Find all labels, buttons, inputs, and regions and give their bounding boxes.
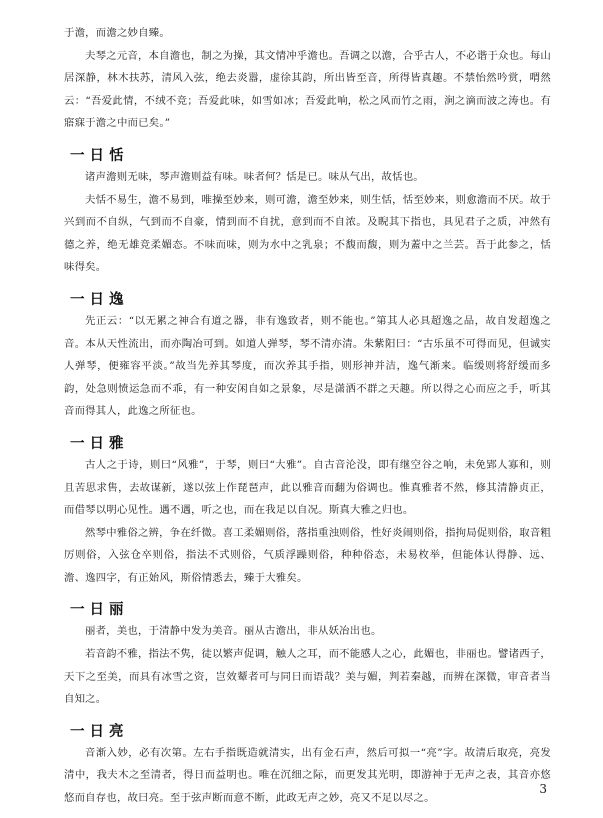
section-heading: 一日逸 [70, 291, 129, 308]
page-body [64, 22, 551, 810]
paragraph: 夫琴之元音，本自澹也，制之为操，其文情冲乎澹也。吾调之以澹，合乎古人，不必谐于众也。每山居深静，林木扶苏，清风入弦，绝去炎嚣，虚徐其韵，所出皆至音，所得皆真趣。不禁怡然吟赏，喟然云：“吾爱此情，不绒不竞；吾爱此味，如雪如冰；吾爱此响，松之风而竹之雨，涧之滴而波之涛也。有寤寐于澹之中而已矣。” [64, 49, 551, 130]
section-heading: 一日丽 [70, 602, 129, 619]
paragraph: 然琴中雅俗之辨，争在纤微。喜工柔媚则俗，落指重浊则俗，性好炎闹则俗，指拘局促则俗，取音粗厉则俗，入弦仓卒则俗，指法不式则俗，气质浮躁则俗，种种俗态，未易枚举，但能体认得静、远、澹、逸四字，有正始风，斯俗情悉去，臻于大雅矣。 [64, 526, 551, 584]
paragraph: 古人之于诗，则曰“风雅”，于琴，则曰“大雅”。自古音沦没，即有继空谷之响，未免郢人寡和，则且苦思求售，去故谋新，遂以弦上作琵琶声，此以雅音而翻为俗调也。惟真雅者不然，修其清静贞正，而借琴以明心见性。遇不遇，听之也，而在我足以自况。斯真大雅之归也。 [64, 458, 551, 517]
paragraph: 夫恬不易生，澹不易到，唯操至妙来，则可澹，澹至妙来，则生恬，恬至妙来，则愈澹而不厌。故于兴到而不自纵，气到而不自豪，情到而不自扰，意到而不自浓。及睨其下指也，具见君子之质，冲然有德之养，绝无雄竞柔媚态。不味而味，则为水中之乳泉；不馥而馥，则为蓋中之兰芸。吾于此参之，恬味得矣。 [64, 193, 551, 274]
paragraph: 诸声澹则无味，琴声澹则益有味。味者何？恬是已。味从气出，故恬也。 [85, 170, 424, 183]
section-heading: 一日恬 [70, 147, 129, 164]
paragraph: 音渐入妙，必有次第。左右手指既造就清实，出有金石声，然后可拟一“亮”字。故清后取亮，亮发清中，我夫木之至清者，得日而益明也。唯在沉细之际，而更发其光明，即游神于无声之表，其音亦悠悠而自存也，故曰亮。至于弦声断而意不断，此政无声之妙，亮又不足以尽之。 [64, 746, 551, 805]
paragraph: 先正云：“以无累之神合有道之器，非有逸致者，则不能也。”第其人必具超逸之品，故自发超逸之音。本从天性流出，而亦陶冶可到。如道人弹琴，琴不清亦清。朱紫阳曰：“古乐虽不可得而见，但诚实人弹琴，便雍容平淡。”故当先养其琴度，而次养其手指，则形神并洁，逸气渐来。临缓则将舒缓而多韵，处急则愤运急而不乖，有一种安闲自如之景象，尽是潇洒不群之天趣。所以得之心而应之手，听其音而得其人，此逸之所征也。 [64, 314, 551, 418]
section-heading: 一日雅 [70, 435, 129, 452]
paragraph: 丽者，美也，于清静中发为美音。丽从古澹出，非从妖冶出也。 [85, 625, 382, 638]
paragraph: 若音韵不雅，指法不隽，徒以繁声促调，触人之耳，而不能感人之心，此媚也，非丽也。譬诸西子，天下之至美，而具有冰雪之资，岂效颦者可与同日而语哉？美与媚，判若秦越，而辨在深微，审音者当自知之。 [64, 648, 551, 706]
paragraph: 于澹，而澹之妙自臻。 [64, 27, 170, 39]
section-heading: 一日亮 [70, 723, 129, 740]
page-number: 3 [539, 782, 547, 796]
